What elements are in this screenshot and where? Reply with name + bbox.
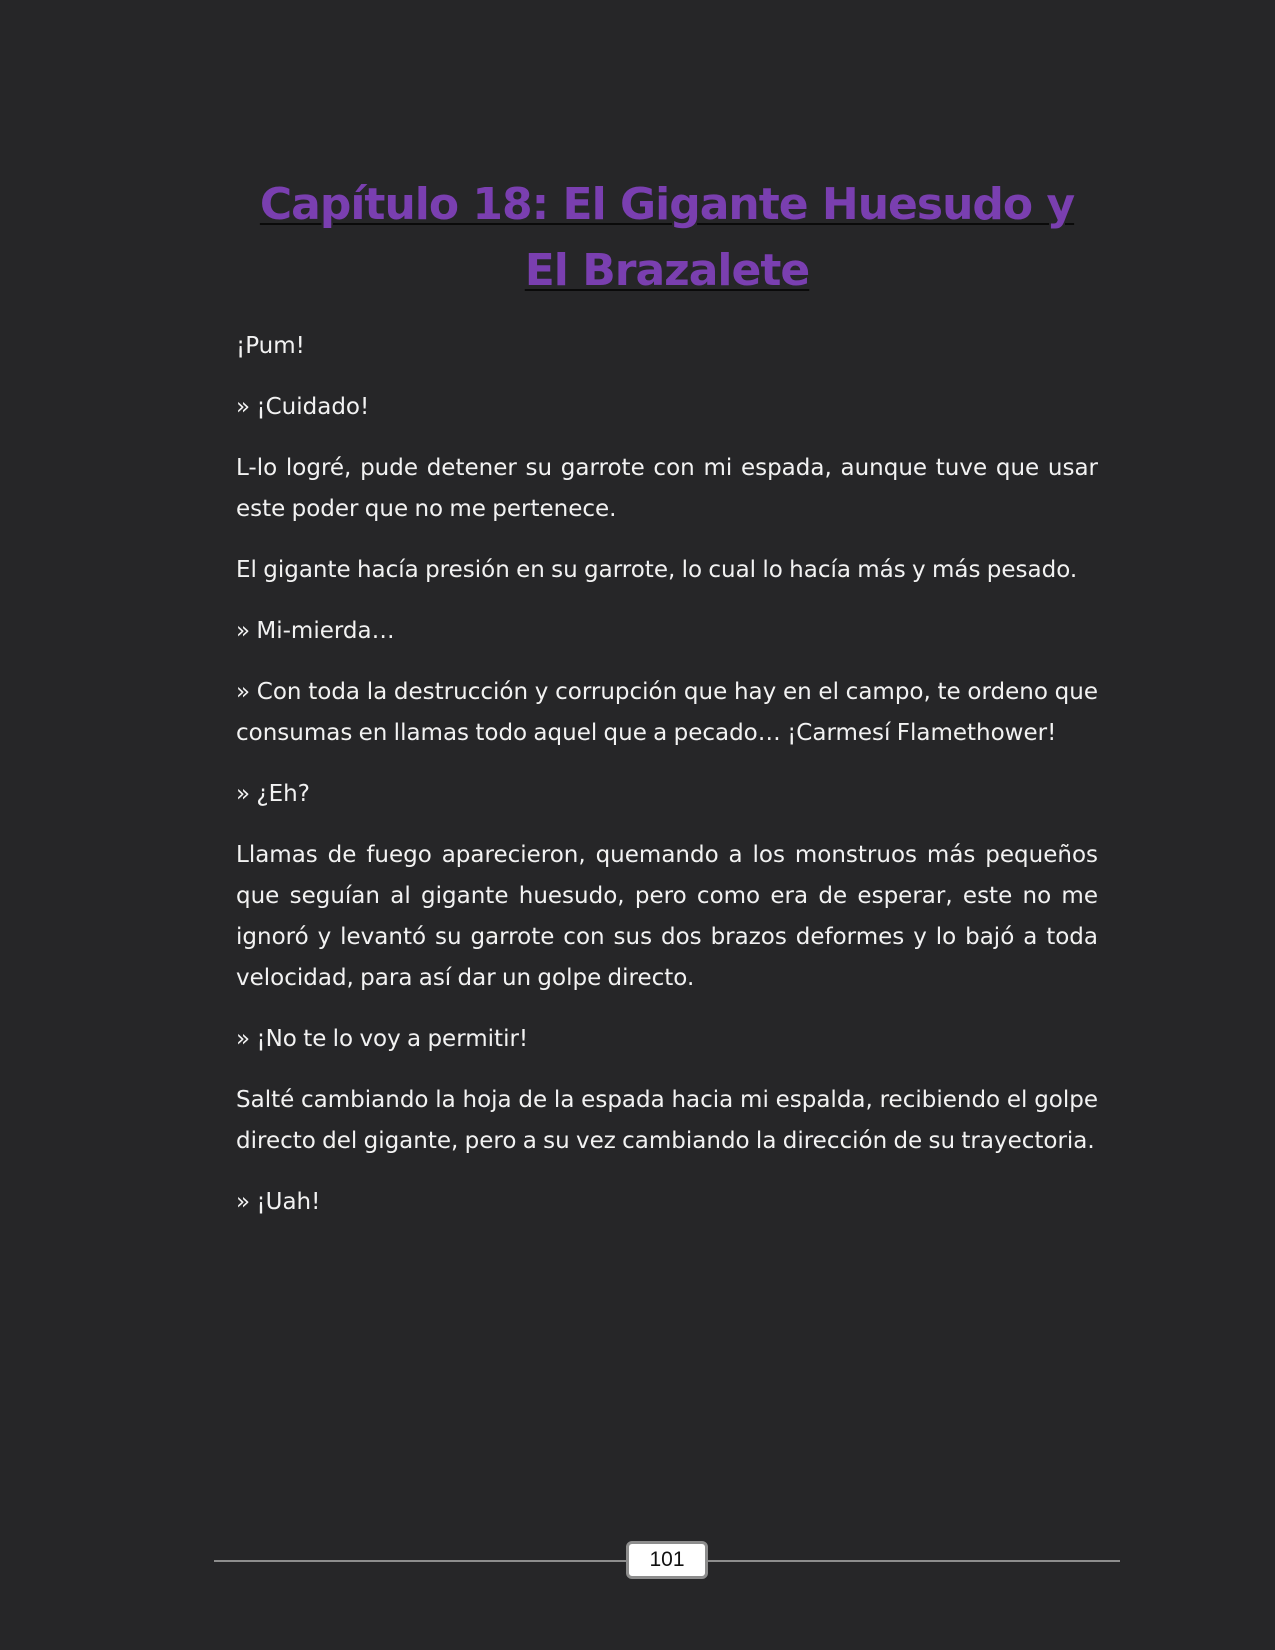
- paragraph: Salté cambiando la hoja de la espada hacia mi espalda, recibiendo el golpe directo del gigante, pero a su vez cambiando la dirección de su trayectoria.: [236, 1087, 1098, 1154]
- paragraph: » ¿Eh?: [236, 781, 310, 807]
- paragraph: ¡Pum!: [236, 333, 305, 359]
- paragraph: L-lo logré, pude detener su garrote con mi espada, aunque tuve que usar este poder que no me pertenece.: [236, 455, 1098, 522]
- paragraph: » ¡Cuidado!: [236, 394, 370, 420]
- page-number: 101: [626, 1541, 708, 1579]
- paragraph: El gigante hacía presión en su garrote, lo cual lo hacía más y más pesado.: [236, 557, 1078, 583]
- paragraph: » ¡No te lo voy a permitir!: [236, 1026, 529, 1052]
- chapter-body: [236, 326, 1098, 1243]
- paragraph: » Con toda la destrucción y corrupción que hay en el campo, te ordeno que consumas en llamas todo aquel que a pecado… ¡Carmesí Flamethower!: [236, 679, 1098, 746]
- paragraph: » ¡Uah!: [236, 1189, 321, 1215]
- paragraph: Llamas de fuego aparecieron, quemando a los monstruos más pequeños que seguían al gigante huesudo, pero como era de esperar, este no me ignoró y levantó su garrote con sus dos brazos deformes y lo bajó a toda velocidad, para así dar un golpe directo.: [236, 842, 1098, 991]
- paragraph: » Mi-mierda…: [236, 618, 395, 644]
- chapter-title: Capítulo 18: El Gigante Huesudo y El Brazalete: [259, 179, 1075, 296]
